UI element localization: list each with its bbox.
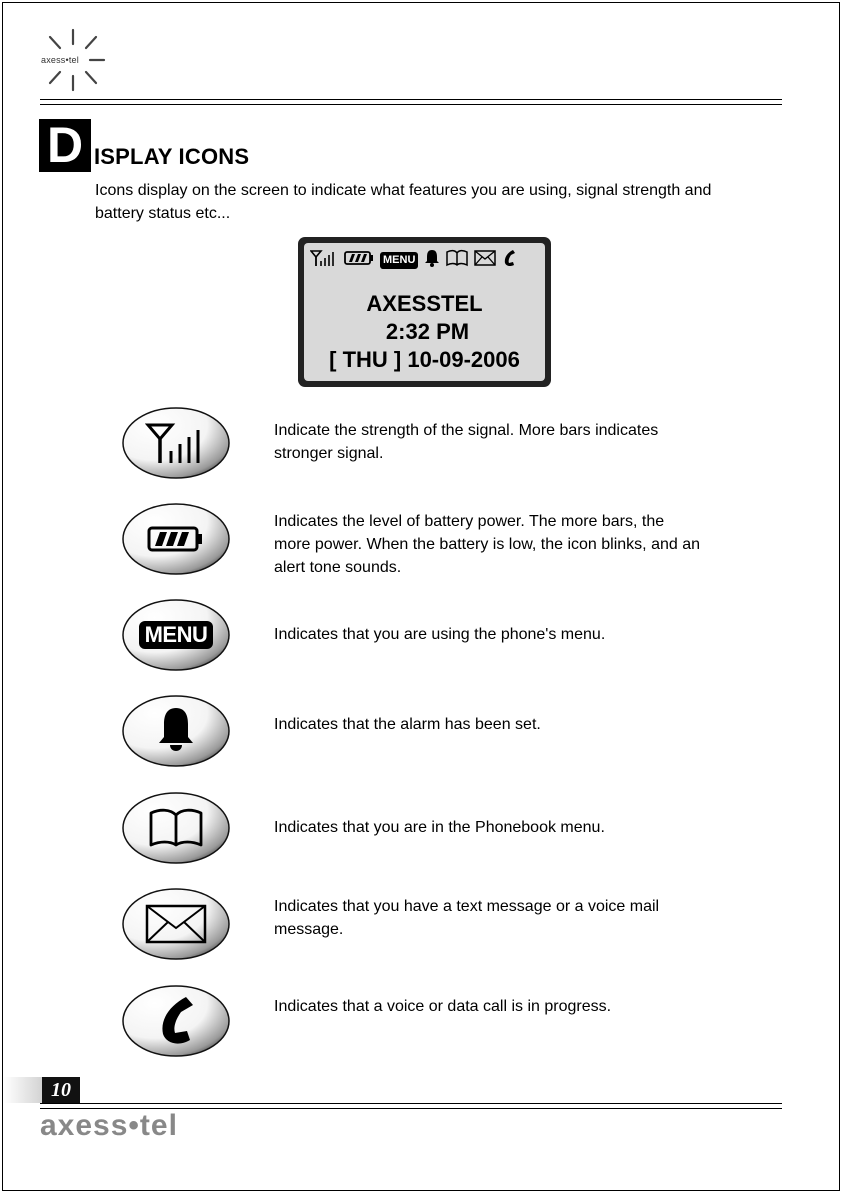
battery-icon	[147, 525, 205, 553]
envelope-icon	[474, 250, 496, 271]
phone-icon	[502, 249, 516, 272]
axesstel-logo	[38, 28, 108, 94]
phonebook-description: Indicates that you are in the Phonebook menu.	[274, 819, 605, 836]
phonebook-badge	[122, 791, 230, 865]
book-icon	[446, 249, 468, 272]
icon-row-alarm	[122, 694, 802, 774]
icon-row-call	[122, 984, 802, 1064]
icon-row-menu	[122, 598, 802, 678]
battery-icon	[344, 250, 374, 271]
message-description: Indicates that you have a text message or a voice mail message.	[274, 898, 660, 938]
header-rule	[40, 99, 782, 105]
bell-icon	[156, 705, 196, 757]
icon-row-message	[122, 887, 802, 967]
alarm-description: Indicates that the alarm has been set.	[274, 716, 541, 733]
icon-row-phonebook	[122, 791, 802, 871]
lcd-line-name: AXESSTEL	[366, 291, 483, 316]
battery-badge	[122, 502, 230, 576]
lcd-display	[298, 237, 551, 387]
logo-text: axess•tel	[41, 55, 79, 65]
signal-icon	[145, 421, 207, 465]
lcd-line-date: [ THU ] 10-09-2006	[329, 347, 520, 372]
battery-description: Indicates the level of battery power. The more bars, the more power. When the battery is low, the icon blinks, and an alert tone sounds.	[274, 513, 701, 576]
alarm-badge	[122, 694, 230, 768]
menu-badge	[122, 598, 230, 672]
menu-icon: MENU	[380, 252, 418, 269]
intro-text: Icons display on the screen to indicate what features you are using, signal strength and battery status etc...	[95, 182, 712, 222]
call-badge	[122, 984, 230, 1058]
bell-icon	[424, 249, 440, 272]
icon-row-battery	[122, 502, 802, 582]
lcd-screen	[304, 243, 545, 381]
signal-badge	[122, 406, 230, 480]
phone-icon	[156, 995, 196, 1047]
book-icon	[148, 807, 204, 849]
lcd-line-time: 2:32 PM	[385, 319, 470, 344]
heading-initial: D	[39, 119, 91, 172]
footer-brand: axess•tel	[40, 1109, 178, 1142]
envelope-icon	[145, 904, 207, 944]
menu-description: Indicates that you are using the phone's menu.	[274, 626, 606, 643]
page-number: 10	[51, 1079, 71, 1101]
lcd-icon-bar	[310, 249, 522, 271]
signal-description: Indicate the strength of the signal. More bars indicates stronger signal.	[274, 422, 659, 462]
icon-row-signal	[122, 406, 802, 486]
menu-icon: MENU	[139, 621, 214, 649]
signal-icon	[310, 249, 338, 272]
message-badge	[122, 887, 230, 961]
heading-rest: ISPLAY ICONS	[94, 144, 250, 169]
call-description: Indicates that a voice or data call is in progress.	[274, 998, 612, 1015]
